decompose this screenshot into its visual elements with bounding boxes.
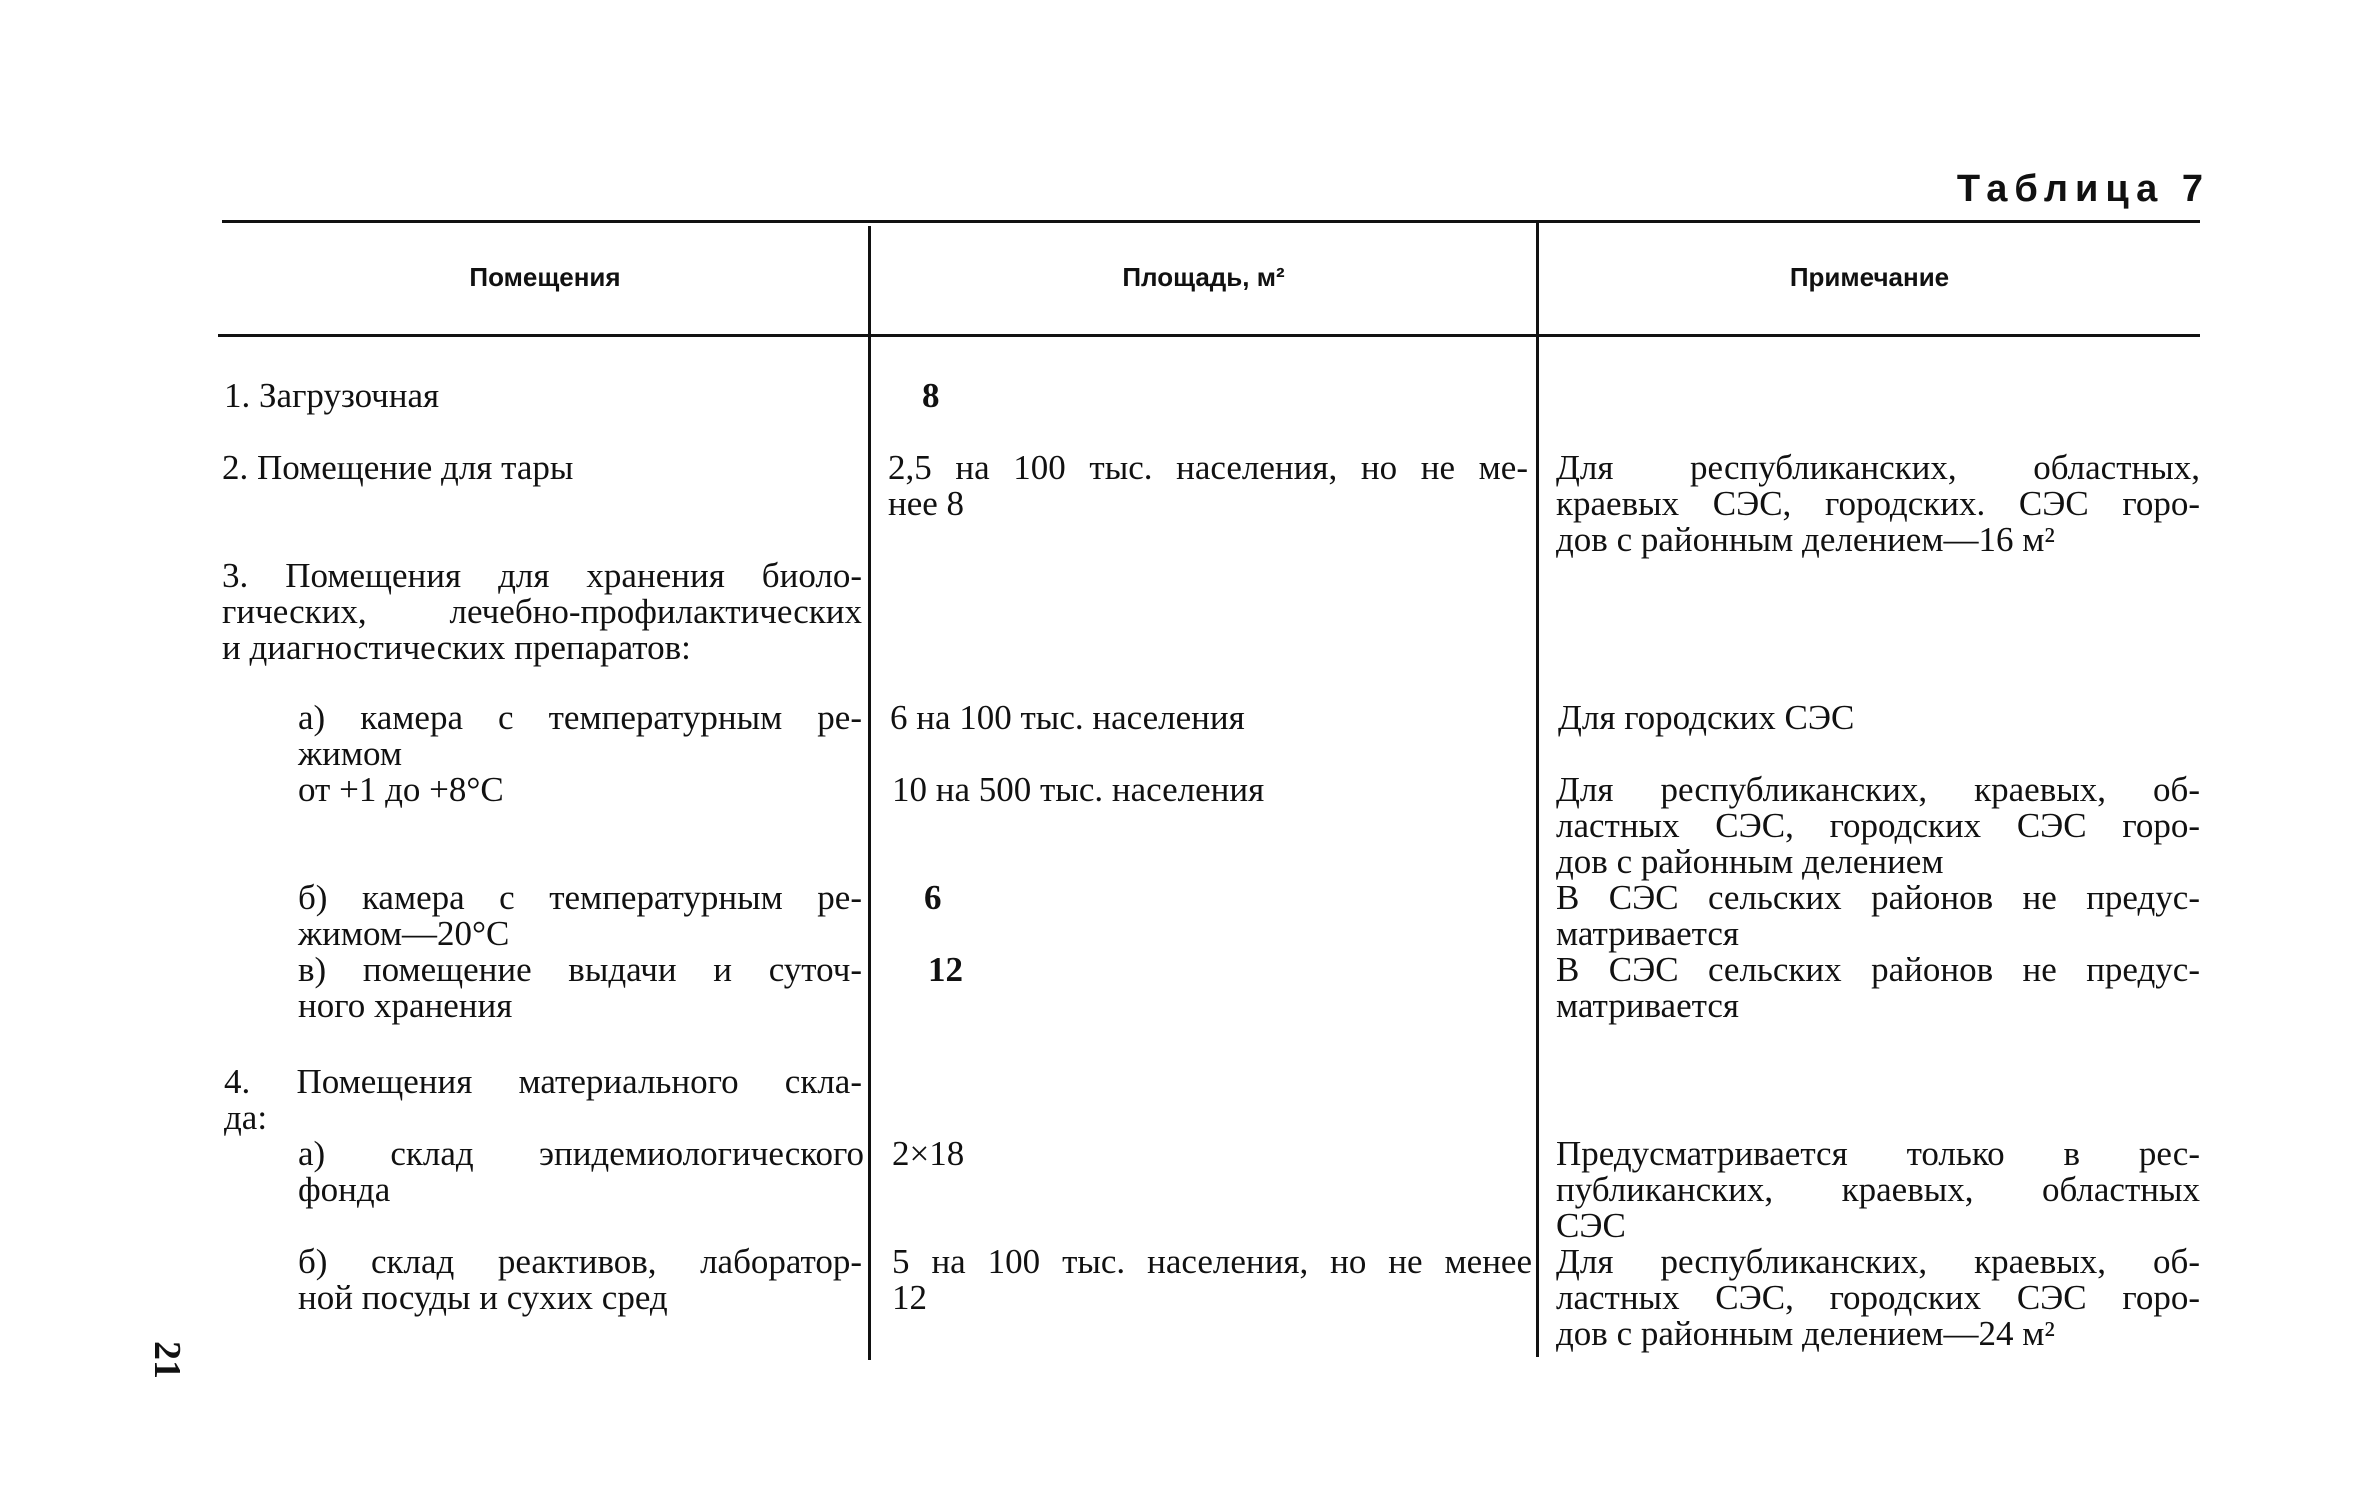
row4a-area: 2×18	[892, 1134, 965, 1173]
row2-note-line1: Для республиканских, областных,	[1556, 448, 2200, 487]
row3c-note-line2: матривается	[1556, 986, 1739, 1025]
row4a-note-line2: публиканских, краевых, областных	[1556, 1170, 2200, 1209]
row2-area-line2: нее 8	[888, 484, 965, 523]
row3-room-line2: гических, лечебно-профилактических	[222, 592, 862, 631]
row2-area-line1: 2,5 на 100 тыс. населения, но не ме-	[888, 448, 1528, 487]
row4b-area-line2: 12	[892, 1278, 927, 1317]
row3b-note-line2: матривается	[1556, 914, 1739, 953]
row4b-note-line2: ластных СЭС, городских СЭС горо-	[1556, 1278, 2200, 1317]
row3a-note-1: Для городских СЭС	[1558, 698, 1855, 737]
row3a-room-line1: а) камера с температурным ре-	[298, 698, 862, 737]
row4a-room-line2: фонда	[298, 1170, 391, 1209]
header-note: Примечание	[1789, 262, 1950, 292]
row3a-note-2-line1: Для республиканских, краевых, об-	[1556, 770, 2200, 809]
row4a-note-line3: СЭС	[1556, 1206, 1626, 1245]
row4b-note-line3: дов с районным делением—24 м²	[1556, 1314, 2055, 1353]
row2-room: 2. Помещение для тары	[222, 448, 574, 487]
row2-note-line3: дов с районным делением—16 м²	[1556, 520, 2055, 559]
row4-room-line2: да:	[224, 1098, 268, 1137]
row3c-area: 12	[928, 950, 963, 989]
row3b-room-line2: жимом—20°С	[298, 914, 510, 953]
row4b-note-line1: Для республиканских, краевых, об-	[1556, 1242, 2200, 1281]
row3c-room-line2: ного хранения	[298, 986, 513, 1025]
table-caption: Таблица 7	[1956, 168, 2210, 210]
row3a-note-2-line2: ластных СЭС, городских СЭС горо-	[1556, 806, 2200, 845]
row3a-area-2: 10 на 500 тыс. населения	[892, 770, 1265, 809]
row4b-room-line1: б) склад реактивов, лаборатор-	[298, 1242, 862, 1281]
row3a-note-2-line3: дов с районным делением	[1556, 842, 1944, 881]
row3c-room-line1: в) помещение выдачи и суточ-	[298, 950, 862, 989]
top-rule	[222, 220, 2200, 223]
row3-room-line3: и диагностических препаратов:	[222, 628, 691, 667]
page-number: 21	[146, 1341, 188, 1379]
column-divider-1	[868, 226, 871, 1360]
header-area: Площадь, м²	[1122, 262, 1285, 292]
row4b-room-line2: ной посуды и сухих сред	[298, 1278, 668, 1317]
row1-area: 8	[922, 376, 940, 415]
row3-room-line1: 3. Помещения для хранения биоло-	[222, 556, 862, 595]
row1-room: 1. Загрузочная	[224, 376, 440, 415]
row4a-room-line1: а) склад эпидемиологического	[298, 1134, 864, 1173]
row2-note-line2: краевых СЭС, городских. СЭС горо-	[1556, 484, 2200, 523]
row3b-area: 6	[924, 878, 942, 917]
row3a-room-line3: от +1 до +8°С	[298, 770, 504, 809]
row3a-room-line2: жимом	[298, 734, 403, 773]
row3b-note-line1: В СЭС сельских районов не предус-	[1556, 878, 2200, 917]
header-bottom-rule	[218, 334, 2200, 337]
row3a-area-1: 6 на 100 тыс. населения	[890, 698, 1245, 737]
row3c-note-line1: В СЭС сельских районов не предус-	[1556, 950, 2200, 989]
row4-room-line1: 4. Помещения материального скла-	[224, 1062, 862, 1101]
row4a-note-line1: Предусматривается только в рес-	[1556, 1134, 2200, 1173]
column-divider-2	[1536, 222, 1539, 1357]
row4b-area-line1: 5 на 100 тыс. населения, но не менее	[892, 1242, 1532, 1281]
header-rooms: Помещения	[469, 262, 621, 292]
row3b-room-line1: б) камера с температурным ре-	[298, 878, 862, 917]
